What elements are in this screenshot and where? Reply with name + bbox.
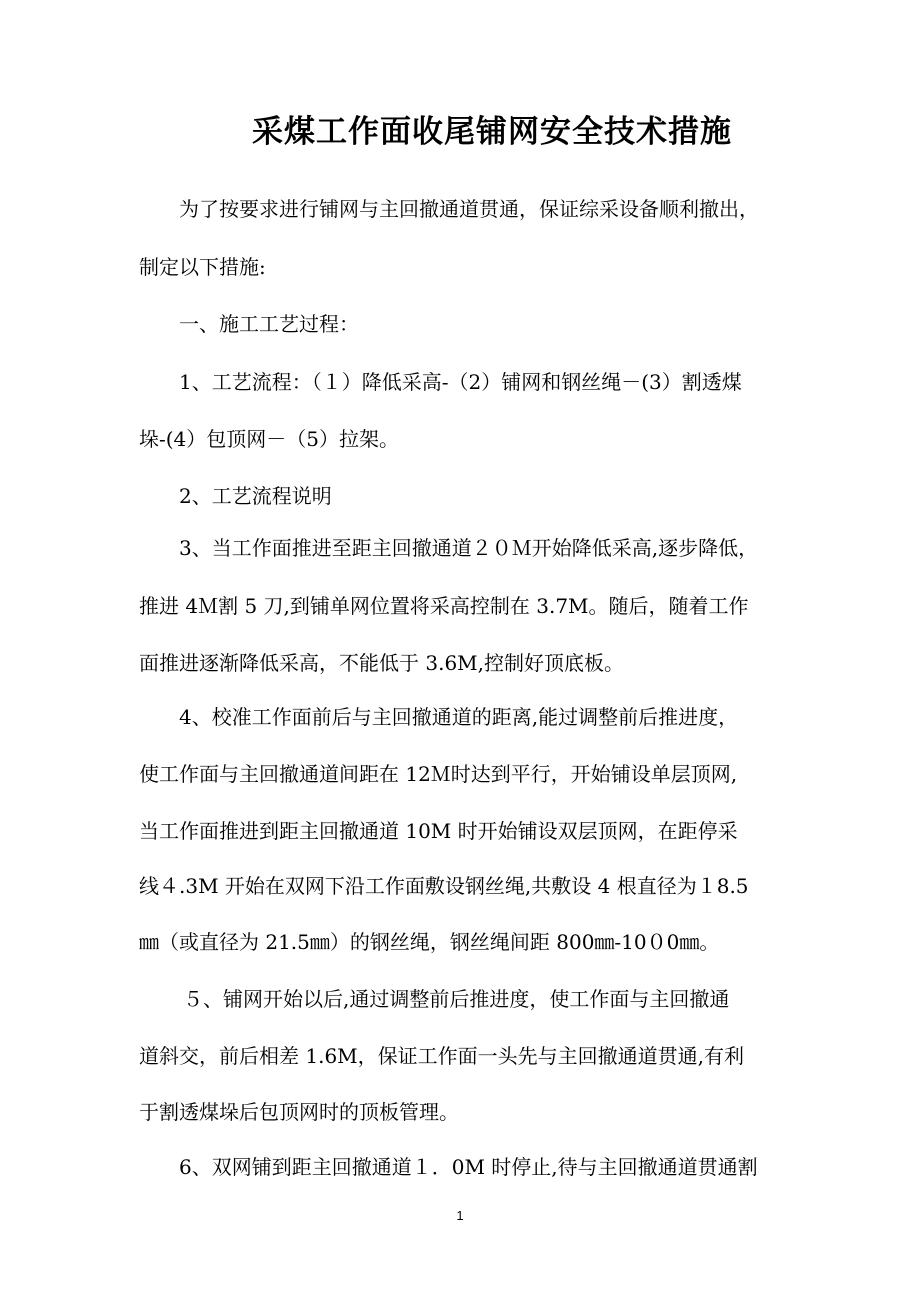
paragraph-line: 推进 4Ｍ割 5 刀,到铺单网位置将采高控制在 3.7M。随后，随着工作 <box>139 594 749 618</box>
paragraph-line: ㎜（或直径为 21.5㎜）的钢丝绳，钢丝绳间距 800㎜-10０0㎜。 <box>139 930 720 954</box>
paragraph-line: 垛-(4）包顶网－（5）拉架。 <box>139 427 400 451</box>
paragraph-line: 2、工艺流程说明 <box>179 484 332 508</box>
paragraph-line: 1、工艺流程：（１）降低采高-（2）铺网和钢丝绳－(3）割透煤 <box>179 370 742 394</box>
paragraph-line: 面推进逐渐降低采高，不能低于 3.6M,控制好顶底板。 <box>139 651 624 675</box>
section-heading: 一、施工工艺过程： <box>179 312 359 336</box>
paragraph-line: 6、双网铺到距主回撤通道１．0M 时停止,待与主回撤通道贯通割 <box>179 1155 758 1179</box>
page-title: 采煤工作面收尾铺网安全技术措施 <box>252 114 732 150</box>
paragraph-line: 使工作面与主回撤通道间距在 12Ｍ时达到平行，开始铺设单层顶网, <box>139 762 738 786</box>
paragraph-line: 4、校准工作面前后与主回撤通道的距离,能过调整前后推进度， <box>179 705 739 729</box>
paragraph-line: 道斜交，前后相差 1.6M，保证工作面一头先与主回撤通道贯通,有利 <box>139 1044 744 1068</box>
paragraph-line: 3、当工作面推进至距主回撤通道２０Ｍ开始降低采高,逐步降低， <box>179 536 759 560</box>
paragraph-line: ５、铺网开始以后,通过调整前后推进度，使工作面与主回撤通 <box>183 987 730 1011</box>
paragraph-line: 线４.3M 开始在双网下沿工作面敷设钢丝绳,共敷设 4 根直径为１8.5 <box>139 874 749 898</box>
page-number: 1 <box>456 1208 464 1223</box>
paragraph-line: 制定以下措施: <box>139 255 266 279</box>
paragraph-line: 为了按要求进行铺网与主回撤通道贯通，保证综采设备顺利撤出， <box>179 197 759 221</box>
paragraph-line: 于割透煤垛后包顶网时的顶板管理。 <box>139 1100 459 1124</box>
paragraph-line: 当工作面推进到距主回撤通道 10M 时开始铺设双层顶网，在距停采 <box>139 819 738 843</box>
